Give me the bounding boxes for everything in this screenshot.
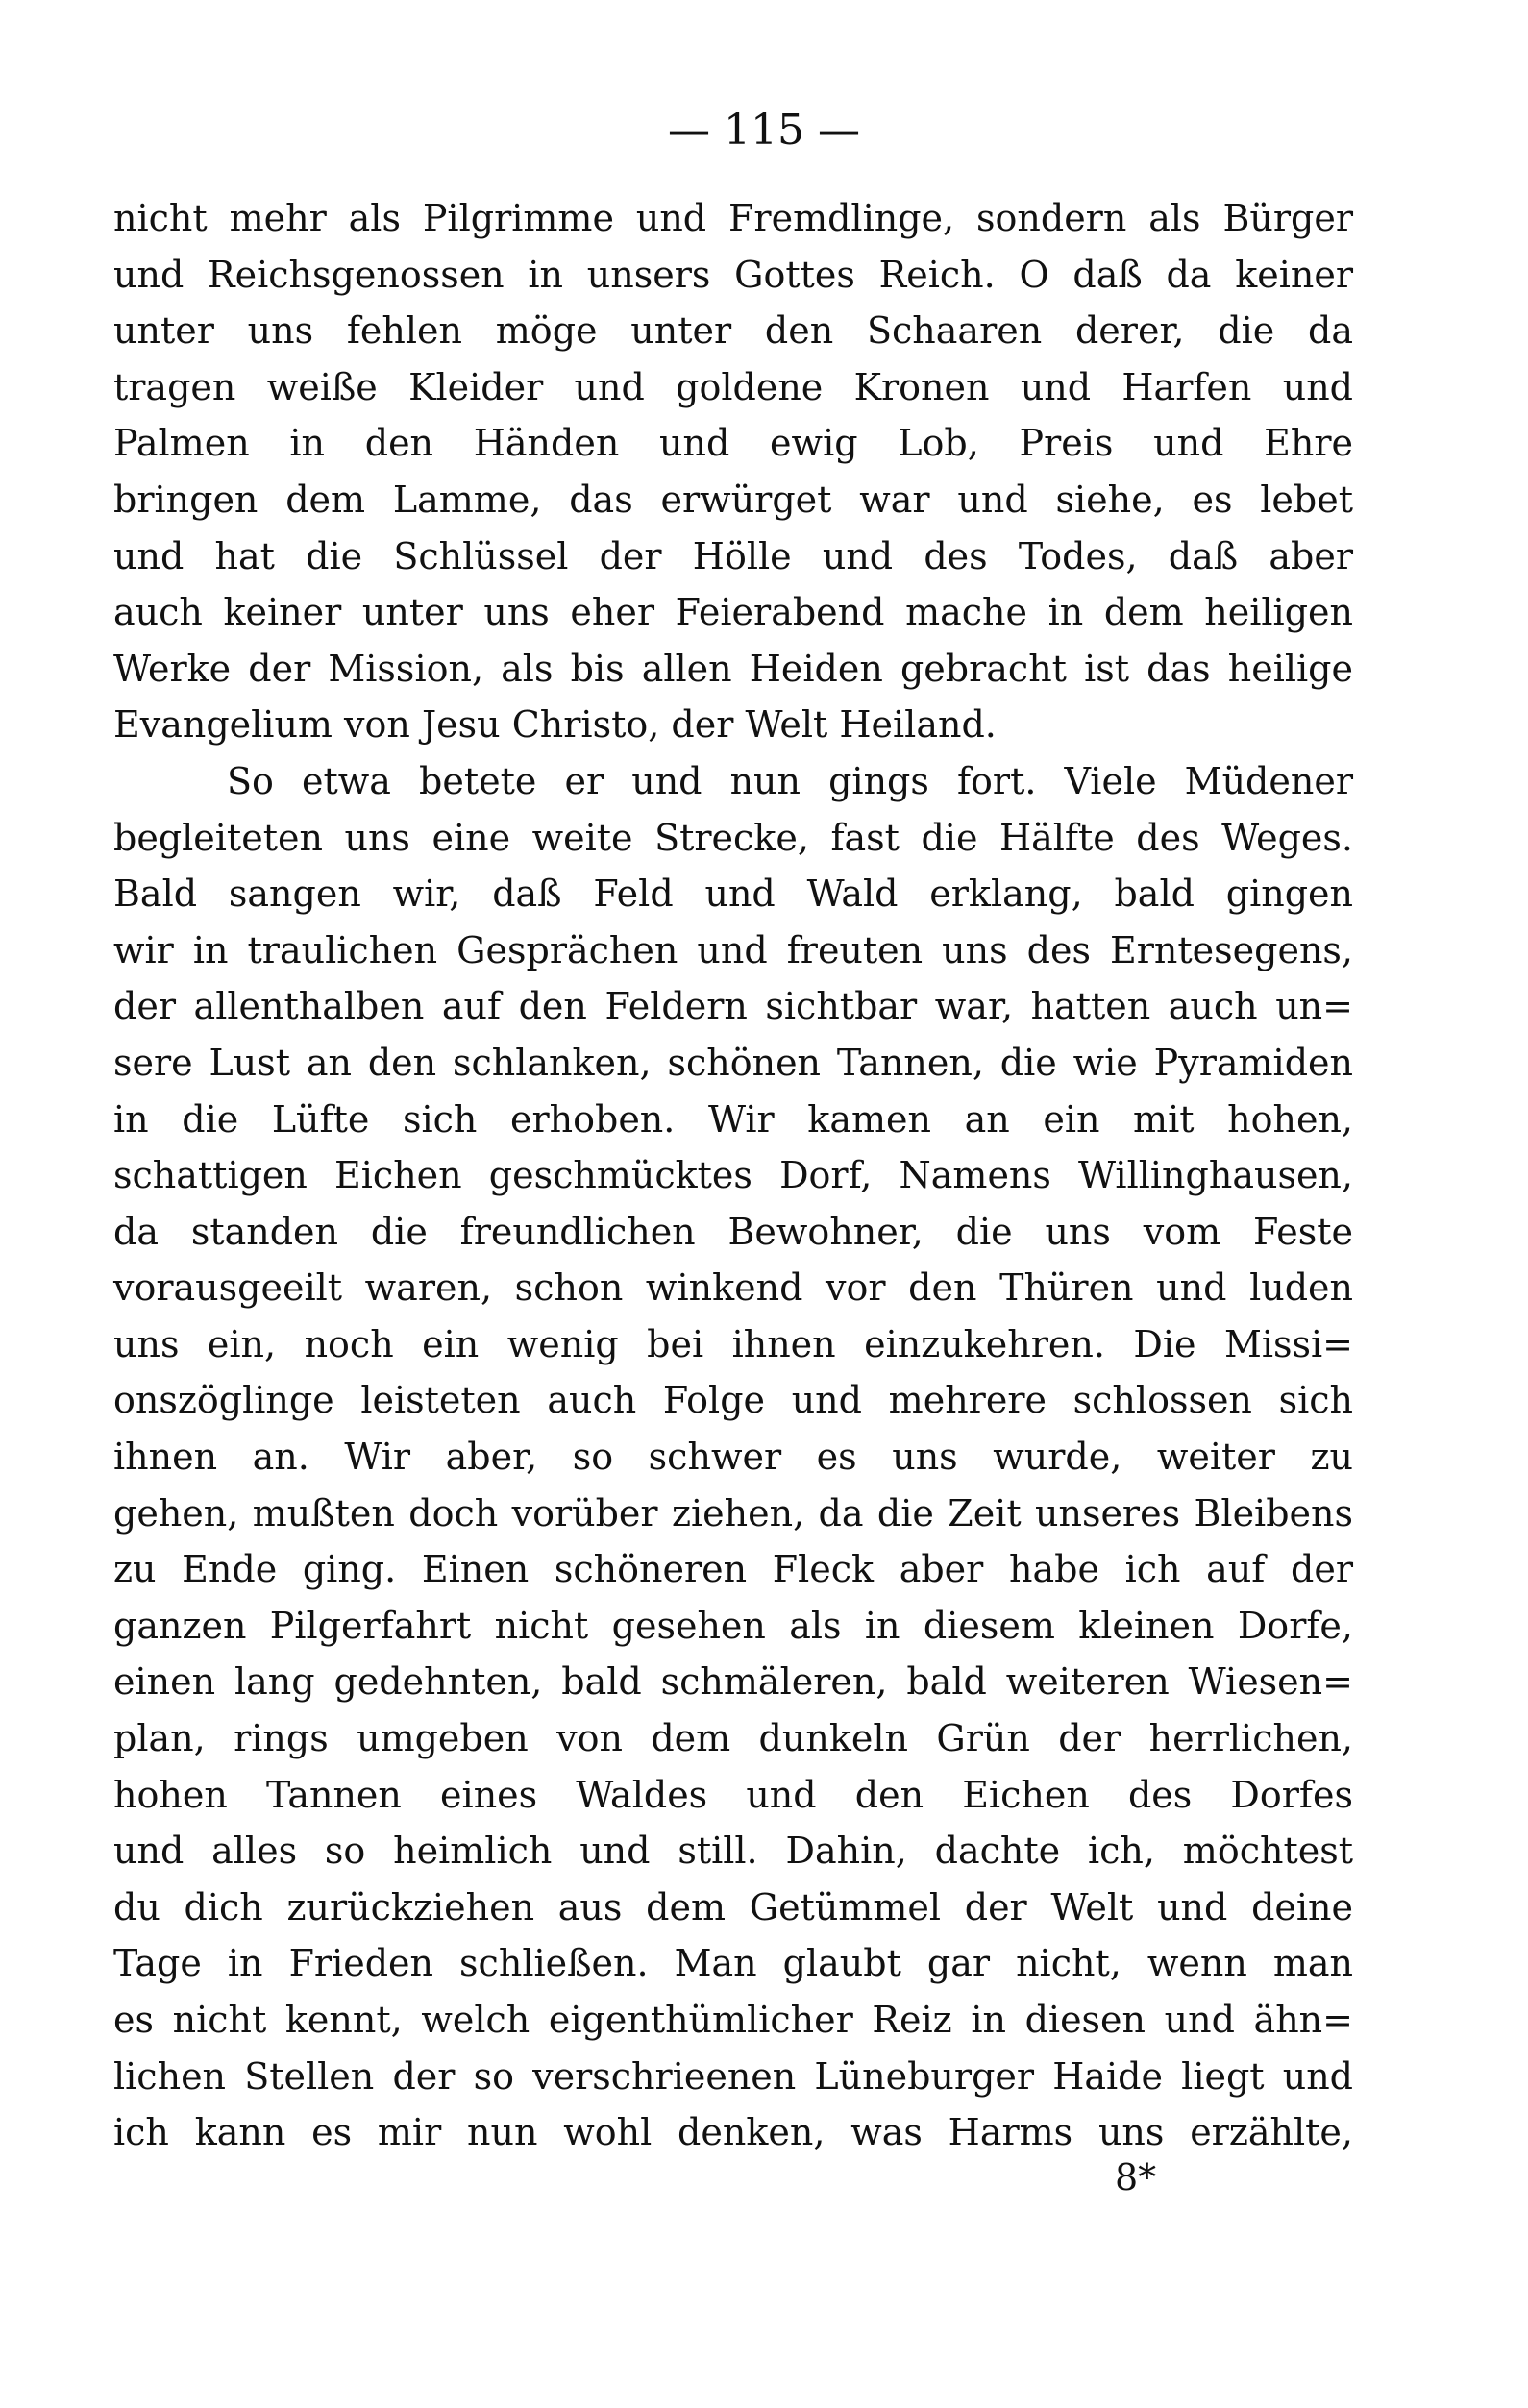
text-line: in die Lüfte sich erhoben. Wir kamen an ein mit hohen, — [113, 1097, 1353, 1141]
text-line: es nicht kennt, welch eigenthümlicher Reiz in diesen und ähn= — [113, 1999, 1353, 2041]
text-line: unter uns fehlen möge unter den Schaaren derer, die da — [113, 309, 1353, 353]
text-line: wir in traulichen Gesprächen und freuten uns des Erntesegens, — [113, 928, 1353, 971]
text-line: lichen Stellen der so verschrieenen Lüneburger Haide liegt und — [113, 2054, 1353, 2098]
text-line: zu Ende ging. Einen schöneren Fleck aber habe ich auf der — [113, 1548, 1353, 1591]
text-line: Tage in Frieden schließen. Man glaubt gar nicht, wenn man — [113, 1942, 1353, 1985]
text-line: Palmen in den Händen und ewig Lob, Preis und Ehre — [113, 422, 1353, 465]
text-line: hohen Tannen eines Waldes und den Eichen des Dorfes — [113, 1773, 1353, 1816]
text-line: Bald sangen wir, daß Feld und Wald erklang, bald gingen — [113, 872, 1353, 916]
text-line: und hat die Schlüssel der Hölle und des Todes, daß aber — [113, 534, 1353, 577]
text-line: schattigen Eichen geschmücktes Dorf, Namens Willinghausen, — [113, 1154, 1353, 1197]
text-line: So etwa betete er und nun gings fort. Viele Müdener — [227, 759, 1353, 802]
text-line: und Reichsgenossen in unsers Gottes Reich. O daß da keiner — [113, 253, 1353, 296]
text-line: vorausgeeilt waren, schon winkend vor den Thüren und luden — [113, 1266, 1353, 1310]
text-line: sere Lust an den schlanken, schönen Tannen, die wie Pyramiden — [113, 1041, 1353, 1084]
text-line: du dich zurückziehen aus dem Getümmel der Welt und deine — [113, 1885, 1353, 1929]
text-line: plan, rings umgeben von dem dunkeln Grün der herrlichen, — [113, 1717, 1353, 1760]
text-line: ihnen an. Wir aber, so schwer es uns wurde, weiter zu — [113, 1436, 1353, 1479]
text-line: bringen dem Lamme, das erwürget war und siehe, es lebet — [113, 478, 1353, 521]
text-line: gehen, mußten doch vorüber ziehen, da die Zeit unseres Bleibens — [113, 1491, 1353, 1535]
signature-mark: 8* — [1115, 2156, 1157, 2199]
text-line: begleiteten uns eine weite Strecke, fast die Hälfte des Weges. — [113, 816, 1353, 859]
body-text — [113, 190, 1353, 2161]
text-line: onszöglinge leisteten auch Folge und mehrere schlossen sich — [113, 1379, 1353, 1422]
text-line: tragen weiße Kleider und goldene Kronen und Harfen und — [113, 365, 1353, 408]
text-line: da standen die freundlichen Bewohner, die uns vom Feste — [113, 1210, 1353, 1253]
text-line: ich kann es mir nun wohl denken, was Harms uns erzählte, — [113, 2111, 1353, 2154]
text-line: uns ein, noch ein wenig bei ihnen einzukehren. Die Missi= — [113, 1322, 1353, 1365]
text-line: Evangelium von Jesu Christo, der Welt Heiland. — [113, 703, 997, 747]
text-line: einen lang gedehnten, bald schmäleren, bald weiteren Wiesen= — [113, 1660, 1353, 1704]
text-line: nicht mehr als Pilgrimme und Fremdlinge, sondern als Bürger — [113, 197, 1353, 239]
text-line: ganzen Pilgerfahrt nicht gesehen als in diesem kleinen Dorfe, — [113, 1604, 1353, 1647]
page-number: — 115 — — [668, 106, 860, 155]
text-line: Werke der Mission, als bis allen Heiden gebracht ist das heilige — [113, 647, 1353, 690]
text-line: der allenthalben auf den Feldern sichtbar war, hatten auch un= — [113, 985, 1353, 1028]
text-line: auch keiner unter uns eher Feierabend mache in dem heiligen — [113, 591, 1353, 634]
text-line: und alles so heimlich und still. Dahin, dachte ich, möchtest — [113, 1830, 1353, 1873]
